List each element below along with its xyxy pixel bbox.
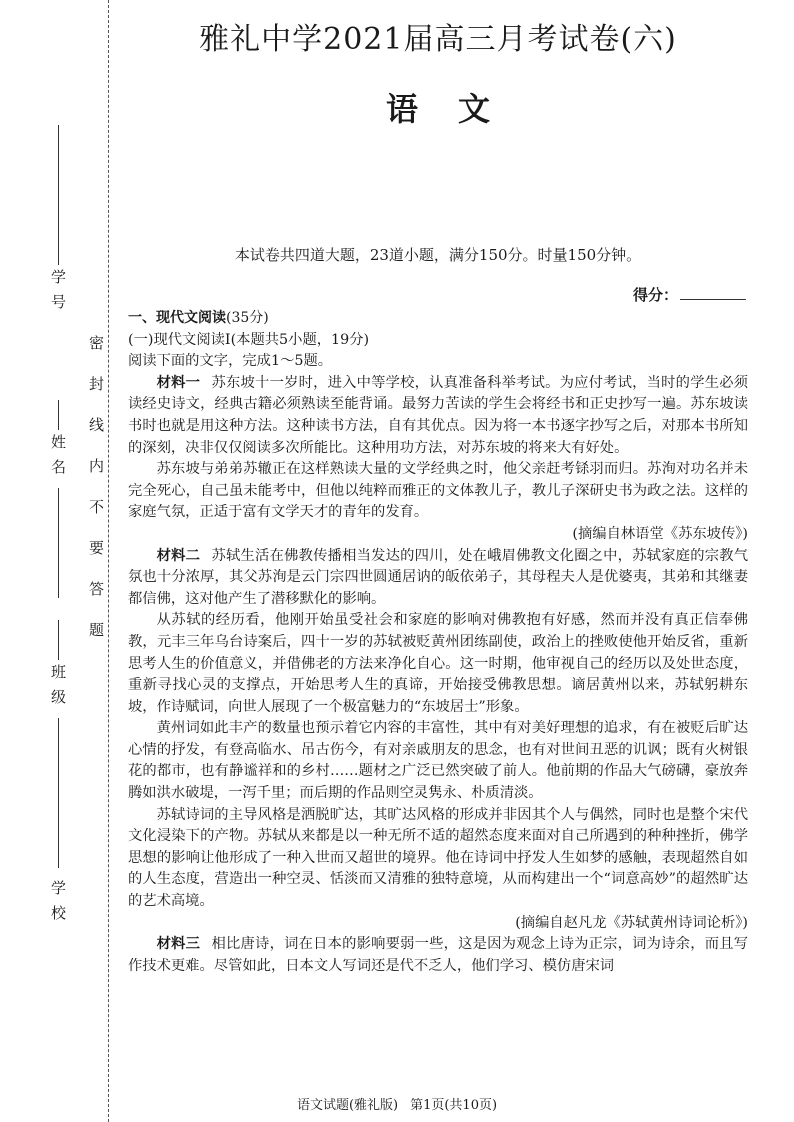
school-field [48, 880, 69, 930]
material2-p3: 黄州词如此丰产的数量也预示着它内容的丰富性，其中有对美好理想的追求，有在被贬后旷达心情的抒发，有登高临水、吊古伤今，有对亲戚朋友的思念，也有对世间丑恶的讥讽；既有火树银花的都市，也有静谧祥和的乡村……题材之广泛已然突破了前人。他前期的作品大气磅礴，豪放奔腾如洪水破堤，一泻千里；而后期的作品则空灵隽永、朴质清淡。 [128, 720, 748, 802]
material2-label: 材料二 [156, 547, 201, 564]
number-field [48, 125, 69, 319]
material1-p1 [128, 373, 748, 459]
material3-p1-text: 相比唐诗，词在日本的影响要弱一些，这是因为观念上诗为正宗，词为诗余，而且写作技术更难。尽管如此，日本文人写词还是代不乏人，他们学习、模仿唐宋词 [128, 936, 748, 974]
name-label: 姓名 [49, 434, 67, 484]
exam-intro: 本试卷共四道大题，23道小题，满分150分。时量150分钟。 [234, 246, 642, 264]
section-heading [128, 308, 748, 330]
name-line-top [58, 400, 59, 430]
score-box [633, 284, 746, 305]
name-field [48, 400, 69, 598]
subject-title: 语文 [385, 90, 530, 128]
section-points: (35分) [226, 310, 269, 326]
footer-page: 第1页(共10页) [410, 1098, 498, 1113]
school-label: 学校 [49, 880, 67, 930]
class-line-top [58, 620, 59, 660]
page-footer [0, 1094, 794, 1113]
sub-heading: (一)现代文阅读Ⅰ(本题共5小题，19分) [128, 331, 370, 348]
exam-title: 雅礼中学2021届高三月考试卷(六) [199, 22, 677, 57]
seal-dashed-line [108, 0, 109, 1122]
class-label: 班级 [49, 664, 67, 714]
material2-source: (摘编自赵凡龙《苏轼黄州诗词论析》) [515, 914, 748, 931]
material3-label: 材料三 [156, 936, 201, 953]
material2-p1 [128, 546, 748, 611]
footer-edition: 语文试题(雅礼版) [296, 1098, 399, 1113]
reading-content [128, 308, 748, 977]
material2-p2: 从苏轼的经历看，他刚开始虽受社会和家庭的影响对佛教抱有好感，然而并没有真正信奉佛教，元丰三年乌台诗案后，四十一岁的苏轼被贬黄州团练副使，政治上的挫败使他开始反省，重新思考人生的价值意义，并借佛老的方法来净化自心。这一时期，他审视自己的经历以及处世态度，重新寻找心灵的支撑点，开始思考人生的真谛，开始接受佛教思想。谪居黄州以来，苏轼躬耕东坡，作诗赋词，向世人展现了一个极富魅力的“东坡居士”形象。 [128, 612, 748, 715]
material1-p1-text: 苏东坡十一岁时，进入中等学校，认真准备科举考试。为应付考试，当时的学生必须读经史诗文，经典古籍必须熟读至能背诵。最努力苦读的学生会将经书和正史抄写一遍。苏东坡读书时也就是用这种方法。这种读书方法，自有其优点。因为将一本书逐字抄写之后，对那本书所知的深刻，决非仅仅阅读多次所能比。这种用功方法，对苏东坡的将来大有好处。 [128, 374, 748, 456]
material2-p4: 苏轼诗词的主导风格是洒脱旷达，其旷达风格的形成并非因其个人与偶然，同时也是整个宋代文化浸染下的产物。苏轼从来都是以一种无所不适的超然态度来面对自己所遇到的种种挫折，佛学思想的影响让他形成了一种入世而又超世的境界。他在诗词中抒发人生如梦的感触，表现超然自如的人生态度，营造出一种空灵、恬淡而又清雅的独特意境，从而构建出一个“词意高妙”的超然旷达的艺术高境。 [128, 806, 748, 910]
class-field [48, 620, 69, 868]
material1-p2: 苏东坡与弟弟苏辙正在这样熟读大量的文学经典之时，他父亲赶考铩羽而归。苏洵对功名并未完全死心，自己虽未能考中，但他以纯粹而雅正的文体教儿子，教儿子深研史书为政之法。这样的家庭气氛，正适于富有文学天才的青年的发育。 [128, 461, 748, 521]
section-title: 一、现代文阅读 [128, 310, 226, 326]
number-line [58, 125, 59, 265]
instruction: 阅读下面的文字，完成1～5题。 [128, 353, 333, 370]
number-label: 学号 [49, 269, 67, 319]
material2-p1-text: 苏轼生活在佛教传播相当发达的四川，处在峨眉佛教文化圈之中，苏轼家庭的宗教气氛也十分浓厚，其父苏洵是云门宗四世圆通居讷的皈依弟子，其母程夫人是优婆夷，其弟和其继妻都信佛，这对他产生了潜移默化的影响。 [128, 547, 748, 607]
material3-p1 [128, 934, 748, 977]
binding-margin [0, 0, 112, 1122]
class-line [58, 718, 59, 868]
material1-label: 材料一 [156, 374, 201, 391]
name-line [58, 488, 59, 598]
score-label: 得分： [632, 286, 678, 304]
seal-notice: 密封线内不要答题 [87, 335, 105, 663]
score-blank[interactable] [680, 299, 746, 300]
material1-source: (摘编自林语堂《苏东坡传》) [572, 525, 748, 542]
